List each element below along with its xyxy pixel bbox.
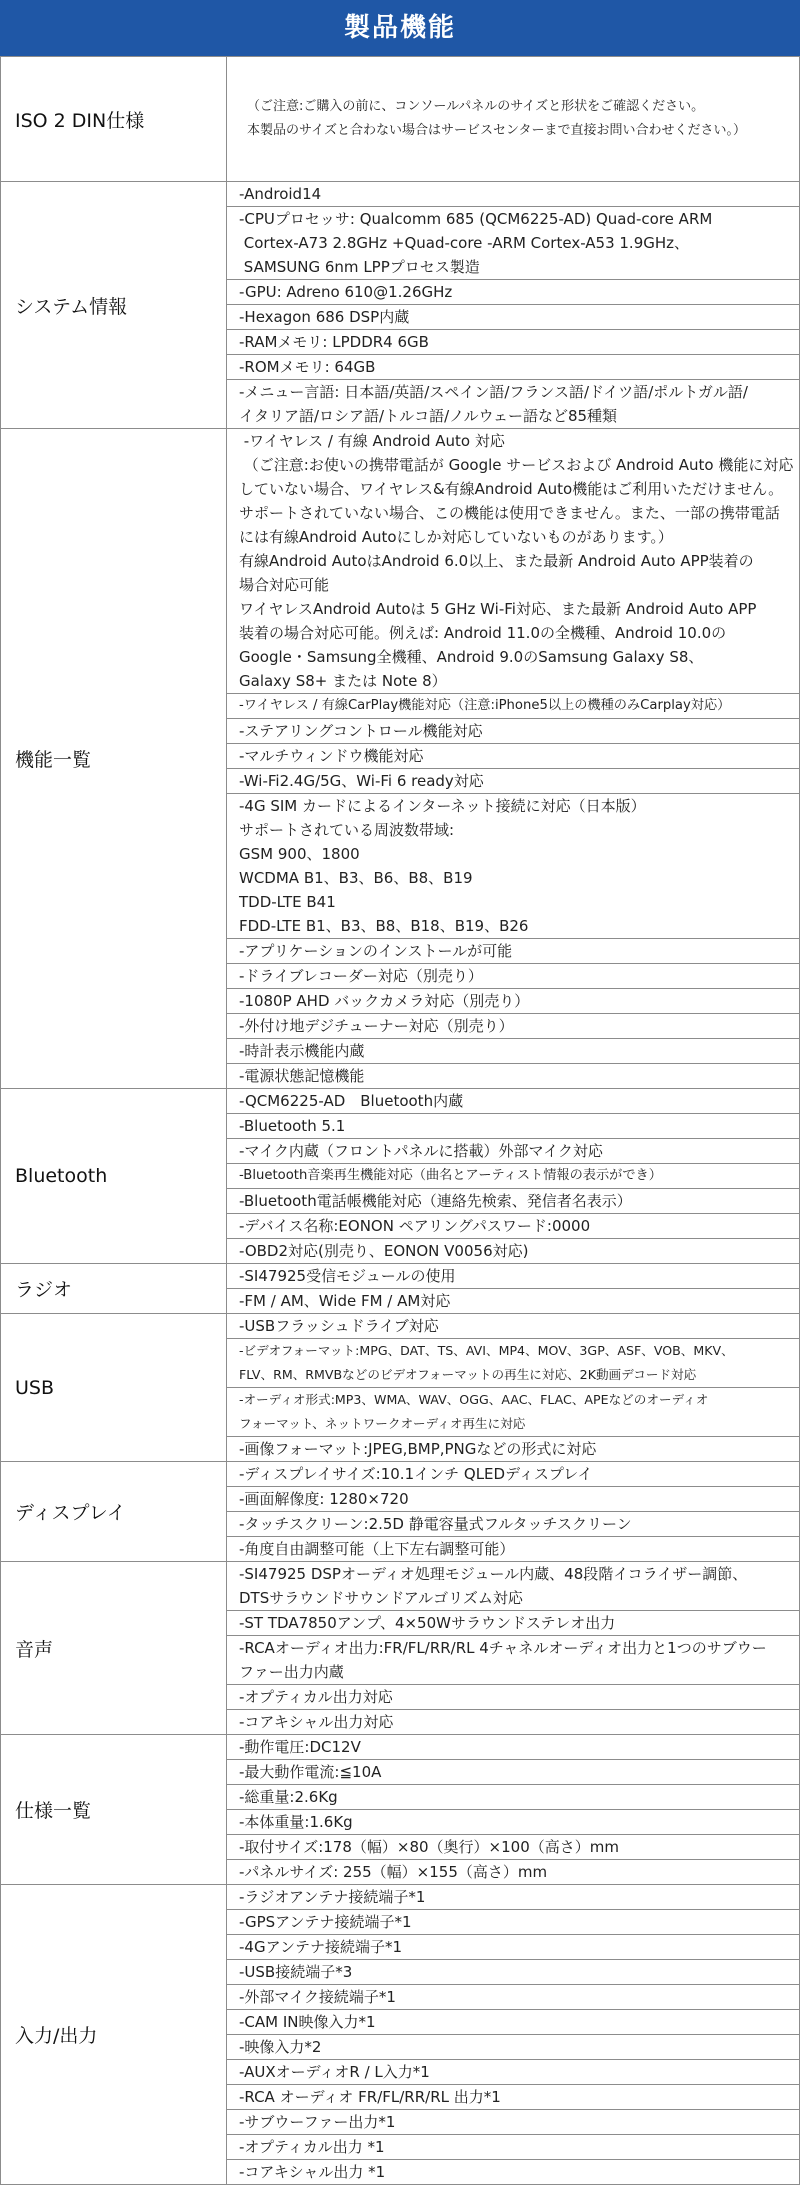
spec-item-line: -サブウーファー出力*1	[239, 2113, 396, 2131]
section-items	[227, 1089, 800, 1264]
spec-item-line: -SI47925受信モジュールの使用	[239, 1267, 456, 1285]
spec-item	[227, 794, 799, 939]
spec-item-line: -外部マイク接続端子*1	[239, 1988, 396, 2006]
section-label: 音声	[1, 1562, 227, 1735]
spec-item-line: -OBD2対応(別売り、EONON V0056対応)	[239, 1242, 529, 1260]
section-label: USB	[1, 1314, 227, 1462]
section-items	[227, 1264, 800, 1314]
spec-item	[227, 1685, 799, 1710]
spec-item	[227, 1537, 799, 1561]
spec-section-usb	[1, 1314, 800, 1462]
spec-item-line: FDD-LTE B1、B3、B8、B18、B19、B26	[239, 917, 529, 935]
spec-item	[227, 429, 799, 694]
spec-item	[227, 182, 799, 207]
spec-item	[227, 1885, 799, 1910]
spec-item-line: -SI47925 DSPオーディオ処理モジュール内蔵、48段階イコライザー調節、	[239, 1565, 748, 1583]
spec-item-line: -画面解像度: 1280×720	[239, 1490, 409, 1508]
spec-item	[227, 2085, 799, 2110]
page-title: 製品機能	[0, 0, 800, 56]
iso-note-line: 本製品のサイズと合わない場合はサービスセンターまで直接お問い合わせください。）	[247, 123, 746, 138]
spec-section-audio	[1, 1562, 800, 1735]
spec-item-line: -動作電圧:DC12V	[239, 1738, 361, 1756]
spec-item-line: GSM 900、1800	[239, 845, 360, 863]
spec-item	[227, 1860, 799, 1884]
section-label: ラジオ	[1, 1264, 227, 1314]
spec-item	[227, 1089, 799, 1114]
spec-item-line: -画像フォーマット:JPEG,BMP,PNGなどの形式に対応	[239, 1440, 597, 1458]
spec-item	[227, 964, 799, 989]
spec-item-line: -1080P AHD バックカメラ対応（別売り）	[239, 992, 530, 1010]
spec-item-line: フォーマット、ネットワークオーディオ再生に対応	[239, 1416, 526, 1431]
spec-item-line: していない場合、ワイヤレス&有線Android Auto機能はご利用いただけません。	[239, 480, 784, 498]
spec-item	[227, 1289, 799, 1313]
section-label: システム情報	[1, 182, 227, 429]
spec-item	[227, 694, 799, 719]
spec-item-line: -マイク内蔵（フロントパネルに搭載）外部マイク対応	[239, 1142, 603, 1160]
spec-item	[227, 1462, 799, 1487]
spec-item	[227, 2010, 799, 2035]
spec-item	[227, 2160, 799, 2184]
spec-item	[227, 769, 799, 794]
spec-item-line: -タッチスクリーン:2.5D 静電容量式フルタッチスクリーン	[239, 1515, 632, 1533]
spec-item-line: -本体重量:1.6Kg	[239, 1813, 353, 1831]
spec-item-line: -総重量:2.6Kg	[239, 1788, 338, 1806]
spec-item-line: -取付サイズ:178（幅）×80（奥行）×100（高さ）mm	[239, 1838, 619, 1856]
spec-item-line: Cortex-A73 2.8GHz +Quad-core -ARM Cortex-A53 1.9GHz、	[239, 234, 690, 252]
spec-item	[227, 2035, 799, 2060]
spec-item-line: -4G SIM カードによるインターネット接続に対応（日本版）	[239, 797, 646, 815]
spec-item-line: -電源状態記憶機能	[239, 1067, 365, 1085]
spec-item	[227, 1835, 799, 1860]
spec-item-line: Galaxy S8+ または Note 8）	[239, 672, 447, 690]
spec-item	[227, 1264, 799, 1289]
spec-item-line: -コアキシャル出力 *1	[239, 2163, 386, 2181]
spec-item-line: DTSサラウンドサウンドアルゴリズム対応	[239, 1589, 523, 1607]
spec-item-line: -Android14	[239, 185, 322, 203]
spec-item	[227, 1388, 799, 1437]
spec-item-line: Google・Samsung全機種、Android 9.0のSamsung Galaxy S8、	[239, 648, 704, 666]
spec-item-line: -GPSアンテナ接続端子*1	[239, 1913, 412, 1931]
spec-item	[227, 989, 799, 1014]
spec-item-line: -RCA オーディオ FR/FL/RR/RL 出力*1	[239, 2088, 501, 2106]
spec-item-line: -ST TDA7850アンプ、4×50Wサラウンドステレオ出力	[239, 1614, 616, 1632]
spec-item	[227, 1562, 799, 1611]
spec-item	[227, 1512, 799, 1537]
section-items	[227, 1885, 800, 2185]
spec-item-line: -パネルサイズ: 255（幅）×155（高さ）mm	[239, 1863, 548, 1881]
spec-item-line: -AUXオーディオR / L入力*1	[239, 2063, 430, 2081]
spec-item-line: TDD-LTE B41	[239, 893, 336, 911]
spec-item-line: -オーディオ形式:MP3、WMA、WAV、OGG、AAC、FLAC、APEなどのオーディオ	[239, 1392, 709, 1407]
spec-item-line: -アプリケーションのインストールが可能	[239, 942, 513, 960]
spec-item	[227, 1339, 799, 1388]
spec-section-features	[1, 429, 800, 1089]
spec-item	[227, 330, 799, 355]
spec-item	[227, 1139, 799, 1164]
spec-item	[227, 1810, 799, 1835]
spec-item	[227, 1611, 799, 1636]
section-items	[227, 182, 800, 429]
spec-item	[227, 1314, 799, 1339]
spec-item-line: -4Gアンテナ接続端子*1	[239, 1938, 403, 1956]
section-label: 入力/出力	[1, 1885, 227, 2185]
spec-item-line: -マルチウィンドウ機能対応	[239, 747, 424, 765]
spec-item-line: -Bluetooth 5.1	[239, 1117, 346, 1135]
spec-section-specs	[1, 1735, 800, 1885]
spec-item	[227, 2135, 799, 2160]
spec-item-line: FLV、RM、RMVBなどのビデオフォーマットの再生に対応、2K動画デコード対応	[239, 1367, 697, 1382]
section-items	[227, 1462, 800, 1562]
spec-table	[0, 56, 800, 2185]
spec-item-line: WCDMA B1、B3、B6、B8、B19	[239, 869, 473, 887]
spec-item	[227, 1039, 799, 1064]
spec-item	[227, 380, 799, 428]
spec-item-line: -最大動作電流:≦10A	[239, 1763, 382, 1781]
spec-item	[227, 2110, 799, 2135]
spec-item	[227, 1735, 799, 1760]
spec-item-line: -FM / AM、Wide FM / AM対応	[239, 1292, 451, 1310]
spec-item	[227, 2060, 799, 2085]
spec-item	[227, 1710, 799, 1734]
spec-item-line: イタリア語/ロシア語/トルコ語/ノルウェー語など85種類	[239, 407, 618, 425]
section-label: 機能一覧	[1, 429, 227, 1089]
spec-item-line: サポートされていない場合、この機能は使用できません。また、一部の携帯電話	[239, 504, 780, 522]
spec-item-line: -Bluetooth電話帳機能対応（連絡先検索、発信者名表示）	[239, 1192, 632, 1210]
spec-item-line: -Bluetooth音楽再生機能対応（曲名とアーティスト情報の表示ができ）	[239, 1168, 662, 1183]
section-label: Bluetooth	[1, 1089, 227, 1264]
spec-section-iso	[1, 57, 800, 182]
spec-section-system	[1, 182, 800, 429]
iso-note	[227, 57, 800, 182]
spec-item-line: -ステアリングコントロール機能対応	[239, 722, 483, 740]
section-items	[227, 429, 800, 1089]
spec-item-line: -RAMメモリ: LPDDR4 6GB	[239, 333, 429, 351]
spec-item-line: -外付け地デジチューナー対応（別売り）	[239, 1017, 514, 1035]
spec-item-line: -RCAオーディオ出力:FR/FL/RR/RL 4チャネルオーディオ出力と1つのサブウー	[239, 1639, 767, 1657]
spec-item	[227, 1760, 799, 1785]
spec-item-line: -ワイヤレス / 有線CarPlay機能対応（注意:iPhone5以上の機種のみCarplay対応）	[239, 698, 731, 713]
spec-item-line: -USBフラッシュドライブ対応	[239, 1317, 439, 1335]
spec-item	[227, 1189, 799, 1214]
spec-item-line: -QCM6225-AD Bluetooth内蔵	[239, 1092, 464, 1110]
section-items	[227, 1562, 800, 1735]
iso-note-line: （ご注意:ご購入の前に、コンソールパネルのサイズと形状をご確認ください。	[247, 99, 705, 114]
spec-item	[227, 1014, 799, 1039]
section-label: ISO 2 DIN仕様	[1, 57, 227, 182]
spec-item-line: -ワイヤレス / 有線 Android Auto 対応	[239, 432, 505, 450]
section-items	[227, 1735, 800, 1885]
spec-item	[227, 207, 799, 280]
spec-item	[227, 939, 799, 964]
spec-item-line: には有線Android Autoにしか対応していないものがあります。）	[239, 528, 673, 546]
spec-item	[227, 1214, 799, 1239]
spec-item	[227, 1487, 799, 1512]
spec-item-line: -時計表示機能内蔵	[239, 1042, 365, 1060]
spec-item-line: ファー出力内蔵	[239, 1663, 344, 1681]
spec-item	[227, 1960, 799, 1985]
spec-item-line: -デバイス名称:EONON ペアリングパスワード:0000	[239, 1217, 591, 1235]
spec-section-radio	[1, 1264, 800, 1314]
spec-item-line: （ご注意:お使いの携帯電話が Google サービスおよび Android Auto 機能に対応	[239, 456, 794, 474]
spec-item	[227, 280, 799, 305]
spec-item	[227, 1935, 799, 1960]
spec-item-line: -オプティカル出力 *1	[239, 2138, 385, 2156]
section-items	[227, 1314, 800, 1462]
spec-item-line: -Hexagon 686 DSP内蔵	[239, 308, 410, 326]
spec-item	[227, 1437, 799, 1461]
spec-item-line: -Wi-Fi2.4G/5G、Wi-Fi 6 ready対応	[239, 772, 484, 790]
spec-item	[227, 355, 799, 380]
spec-item	[227, 305, 799, 330]
section-label: ディスプレイ	[1, 1462, 227, 1562]
spec-item-line: -USB接続端子*3	[239, 1963, 353, 1981]
spec-item-line: -ディスプレイサイズ:10.1インチ QLEDディスプレイ	[239, 1465, 593, 1483]
spec-item-line: 場合対応可能	[239, 576, 330, 594]
spec-item	[227, 1636, 799, 1685]
spec-item	[227, 1910, 799, 1935]
spec-item-line: -映像入力*2	[239, 2038, 322, 2056]
spec-item-line: -コアキシャル出力対応	[239, 1713, 394, 1731]
spec-item	[227, 1114, 799, 1139]
spec-item-line: -CAM IN映像入力*1	[239, 2013, 376, 2031]
spec-item-line: -GPU: Adreno 610@1.26GHz	[239, 283, 453, 301]
spec-item-line: -角度自由調整可能（上下左右調整可能）	[239, 1540, 515, 1558]
spec-item-line: -ビデオフォーマット:MPG、DAT、TS、AVI、MP4、MOV、3GP、ASF、VOB、MKV、	[239, 1343, 734, 1358]
spec-item-line: 有線Android AutoはAndroid 6.0以上、また最新 Android Auto APP装着の	[239, 552, 754, 570]
spec-item-line: -オプティカル出力対応	[239, 1688, 393, 1706]
spec-item	[227, 1985, 799, 2010]
spec-item	[227, 1785, 799, 1810]
spec-item-line: -ドライブレコーダー対応（別売り）	[239, 967, 483, 985]
spec-section-display	[1, 1462, 800, 1562]
spec-item-line: -CPUプロセッサ: Qualcomm 685 (QCM6225-AD) Quad-core ARM	[239, 210, 713, 228]
spec-item	[227, 719, 799, 744]
spec-item-line: -メニュー言語: 日本語/英語/スペイン語/フランス語/ドイツ語/ポルトガル語/	[239, 383, 748, 401]
spec-item	[227, 1164, 799, 1189]
spec-item-line: 装着の場合対応可能。例えば: Android 11.0の全機種、Android 10.0の	[239, 624, 727, 642]
spec-section-io	[1, 1885, 800, 2185]
section-label: 仕様一覧	[1, 1735, 227, 1885]
spec-item-line: SAMSUNG 6nm LPPプロセス製造	[239, 258, 480, 276]
spec-item-line: -ROMメモリ: 64GB	[239, 358, 376, 376]
spec-item	[227, 744, 799, 769]
spec-item	[227, 1064, 799, 1088]
spec-item-line: -ラジオアンテナ接続端子*1	[239, 1888, 426, 1906]
spec-item-line: ワイヤレスAndroid Autoは 5 GHz Wi-Fi対応、また最新 Android Auto APP	[239, 600, 757, 618]
spec-item	[227, 1239, 799, 1263]
spec-section-bluetooth	[1, 1089, 800, 1264]
spec-item-line: サポートされている周波数帯域:	[239, 821, 455, 839]
